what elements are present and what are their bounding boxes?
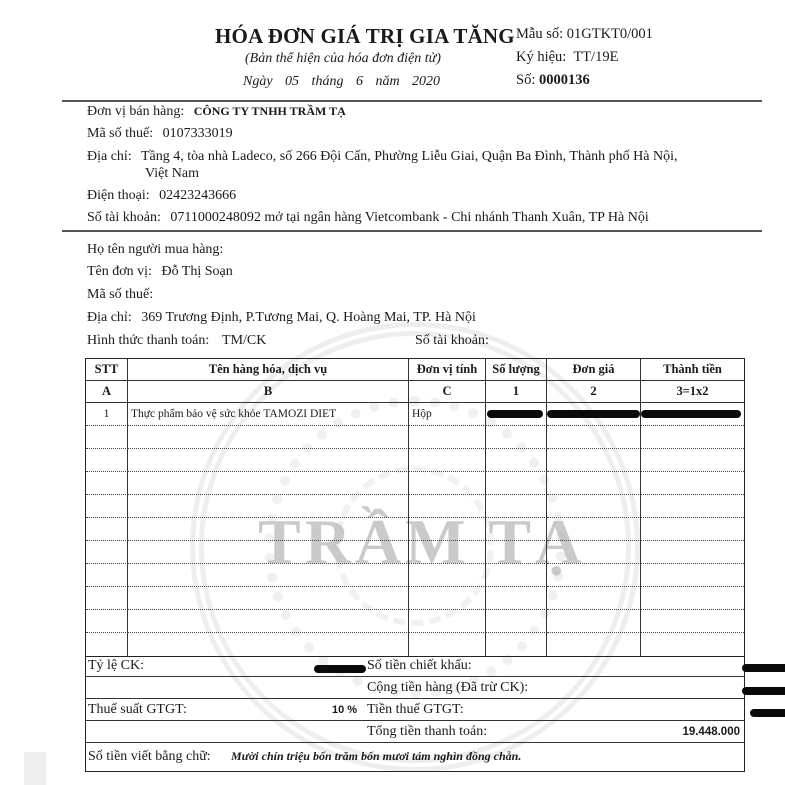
discount-row (86, 655, 744, 677)
cell-empty (547, 449, 641, 472)
buyer-name (87, 242, 229, 258)
cell-stt: 1 (86, 403, 128, 426)
cell-empty (128, 449, 409, 472)
cell-empty (547, 541, 641, 564)
cell-empty (128, 541, 409, 564)
cell-empty (547, 472, 641, 495)
watermark-text: TRẦM TẠ (258, 506, 586, 577)
seller-tax-label: Mã số thuế: (87, 126, 154, 141)
payment-value: TM/CK (222, 333, 267, 348)
form-number-value: 01GTKT0/001 (566, 26, 653, 42)
cell-empty (86, 564, 128, 587)
subtotal-row (86, 677, 744, 699)
vat-rate-value: 10 % (332, 704, 358, 716)
redaction-mark (750, 709, 785, 717)
col-header-name: Tên hàng hóa, dịch vụ (128, 359, 409, 381)
redaction-mark (742, 664, 785, 672)
cell-empty (486, 426, 547, 449)
col-code: B (128, 381, 409, 403)
cell-empty (128, 610, 409, 633)
cell-empty (86, 426, 128, 449)
buyer-unit-value: Đỗ Thị Soạn (161, 264, 233, 279)
buyer-address (87, 310, 476, 326)
table-code-row (86, 381, 744, 403)
seller-address (87, 149, 678, 165)
col-header-stt: STT (86, 359, 128, 381)
cell-empty (86, 610, 128, 633)
redaction-mark (314, 665, 366, 673)
cell-empty (409, 518, 486, 541)
cell-empty (486, 518, 547, 541)
cell-empty (409, 495, 486, 518)
cell-empty (409, 426, 486, 449)
page-edge-tab (24, 752, 46, 785)
cell-empty (86, 449, 128, 472)
invoice-date: Ngày 05 tháng 6 năm 2020 (243, 74, 441, 89)
discount-rate-label: Tỷ lệ CK: (88, 658, 144, 673)
table-row-empty (86, 564, 744, 587)
cell-empty (641, 633, 744, 656)
redaction-mark (547, 410, 640, 418)
cell-empty (86, 633, 128, 656)
cell-empty (641, 426, 744, 449)
col-code: C (409, 381, 486, 403)
col-header-price: Đơn giá (547, 359, 641, 381)
cell-empty (486, 495, 547, 518)
cell-empty (409, 564, 486, 587)
redaction-mark (487, 410, 543, 418)
cell-empty (86, 587, 128, 610)
cell-empty (86, 472, 128, 495)
col-code: 1 (486, 381, 547, 403)
number-label: Số: (516, 72, 536, 88)
cell-empty (486, 472, 547, 495)
items-table (85, 358, 745, 657)
cell-empty (128, 633, 409, 656)
seller-unit (87, 104, 346, 120)
buyer-account-label: Số tài khoản: (415, 333, 489, 348)
cell-empty (486, 587, 547, 610)
cell-price-redacted (547, 403, 641, 426)
invoice-subtitle: (Bản thể hiện của hóa đơn điện tử) (245, 51, 441, 66)
cell-empty (409, 541, 486, 564)
cell-empty (409, 472, 486, 495)
total-row (86, 721, 744, 743)
seller-unit-label: Đơn vị bán hàng: (87, 104, 185, 119)
cell-empty (409, 587, 486, 610)
discount-amount-label: Số tiền chiết khấu: (367, 658, 472, 673)
seller-address-label: Địa chỉ: (87, 149, 132, 164)
buyer-account (415, 333, 495, 349)
buyer-address-value: 369 Trương Định, P.Tương Mai, Q. Hoàng Mai, TP. Hà Nội (141, 310, 476, 325)
table-row (86, 403, 744, 426)
form-number (516, 26, 653, 43)
cell-empty (547, 518, 641, 541)
cell-empty (641, 610, 744, 633)
table-body (86, 403, 744, 656)
cell-empty (641, 449, 744, 472)
seller-tax (87, 126, 233, 142)
col-code: 3=1x2 (641, 381, 744, 403)
table-row-empty (86, 426, 744, 449)
table-header-row (86, 359, 744, 381)
subtotal-label: Cộng tiền hàng (Đã trừ CK): (367, 680, 529, 695)
table-row-empty (86, 633, 744, 656)
buyer-name-label: Họ tên người mua hàng: (87, 242, 224, 257)
table-row-empty (86, 449, 744, 472)
redaction-mark (742, 687, 785, 695)
cell-empty (409, 449, 486, 472)
table-row-empty (86, 495, 744, 518)
cell-empty (128, 564, 409, 587)
cell-empty (128, 426, 409, 449)
cell-unit: Hộp (409, 403, 486, 426)
buyer-unit-label: Tên đơn vị: (87, 264, 152, 279)
cell-empty (641, 495, 744, 518)
buyer-payment (87, 333, 266, 349)
invoice-number (516, 72, 590, 89)
buyer-tax-label: Mã số thuế: (87, 287, 154, 302)
table-row-empty (86, 587, 744, 610)
seller-tax-value: 0107333019 (162, 126, 233, 141)
cell-name: Thực phẩm bảo vệ sức khỏe TAMOZI DIET (128, 403, 409, 426)
cell-empty (128, 472, 409, 495)
seller-account (87, 210, 649, 226)
payment-label: Hình thức thanh toán: (87, 333, 210, 348)
vat-rate-label: Thuế suất GTGT: (88, 702, 187, 717)
words-value: Mười chín triệu bốn trăm bốn mươi tám nghìn đồng chẵn. (231, 749, 522, 763)
words-label: Số tiền viết bằng chữ: (88, 749, 211, 764)
cell-empty (86, 495, 128, 518)
redaction-mark (641, 410, 741, 418)
cell-empty (486, 610, 547, 633)
cell-empty (486, 541, 547, 564)
seller-phone (87, 188, 236, 204)
number-value: 0000136 (538, 72, 590, 88)
seller-address-line2: Việt Nam (145, 166, 199, 181)
cell-empty (86, 518, 128, 541)
buyer-tax (87, 287, 159, 303)
amount-in-words-row (86, 743, 744, 771)
divider (62, 100, 762, 102)
vat-row (86, 699, 744, 721)
cell-empty (547, 587, 641, 610)
total-value: 19.448.000 (682, 726, 740, 738)
summary-section (85, 655, 745, 772)
total-label: Tổng tiền thanh toán: (367, 724, 488, 739)
cell-empty (547, 633, 641, 656)
seller-account-label: Số tài khoản: (87, 210, 161, 225)
cell-empty (486, 564, 547, 587)
table-row-empty (86, 472, 744, 495)
col-header-qty: Số lượng (486, 359, 547, 381)
buyer-unit (87, 264, 233, 280)
cell-empty (641, 518, 744, 541)
divider (62, 230, 762, 232)
vat-amount-label: Tiền thuế GTGT: (367, 702, 464, 717)
seller-phone-label: Điện thoại: (87, 188, 150, 203)
cell-empty (86, 541, 128, 564)
cell-empty (641, 541, 744, 564)
seller-address-value: Tầng 4, tòa nhà Ladeco, số 266 Đội Cấn, Phường Liễu Giai, Quận Ba Đình, Thành phố Hà Nội, (140, 149, 678, 164)
cell-empty (547, 610, 641, 633)
cell-empty (409, 633, 486, 656)
cell-empty (547, 564, 641, 587)
seller-phone-value: 02423243666 (159, 188, 237, 203)
cell-qty-redacted (486, 403, 547, 426)
cell-empty (547, 426, 641, 449)
symbol-value: TT/19E (573, 49, 619, 65)
col-code: A (86, 381, 128, 403)
form-number-label: Mẫu số: (516, 26, 564, 42)
col-header-unit: Đơn vị tính (409, 359, 486, 381)
invoice-symbol (516, 49, 618, 66)
cell-empty (486, 633, 547, 656)
cell-empty (128, 518, 409, 541)
cell-total-redacted (641, 403, 744, 426)
invoice-title: HÓA ĐƠN GIÁ TRỊ GIA TĂNG (215, 24, 515, 48)
cell-empty (128, 495, 409, 518)
cell-empty (641, 564, 744, 587)
cell-empty (641, 587, 744, 610)
buyer-address-label: Địa chỉ: (87, 310, 132, 325)
cell-empty (486, 449, 547, 472)
seller-account-value: 0711000248092 mở tại ngân hàng Vietcombank - Chi nhánh Thanh Xuân, TP Hà Nội (170, 210, 649, 225)
seller-unit-value: CÔNG TY TNHH TRẦM TẠ (193, 104, 346, 118)
table-row-empty (86, 610, 744, 633)
symbol-label: Ký hiệu: (516, 49, 567, 65)
cell-empty (547, 495, 641, 518)
col-header-total: Thành tiền (641, 359, 744, 381)
cell-empty (128, 587, 409, 610)
col-code: 2 (547, 381, 641, 403)
table-row-empty (86, 518, 744, 541)
cell-empty (641, 472, 744, 495)
table-row-empty (86, 541, 744, 564)
cell-empty (409, 610, 486, 633)
